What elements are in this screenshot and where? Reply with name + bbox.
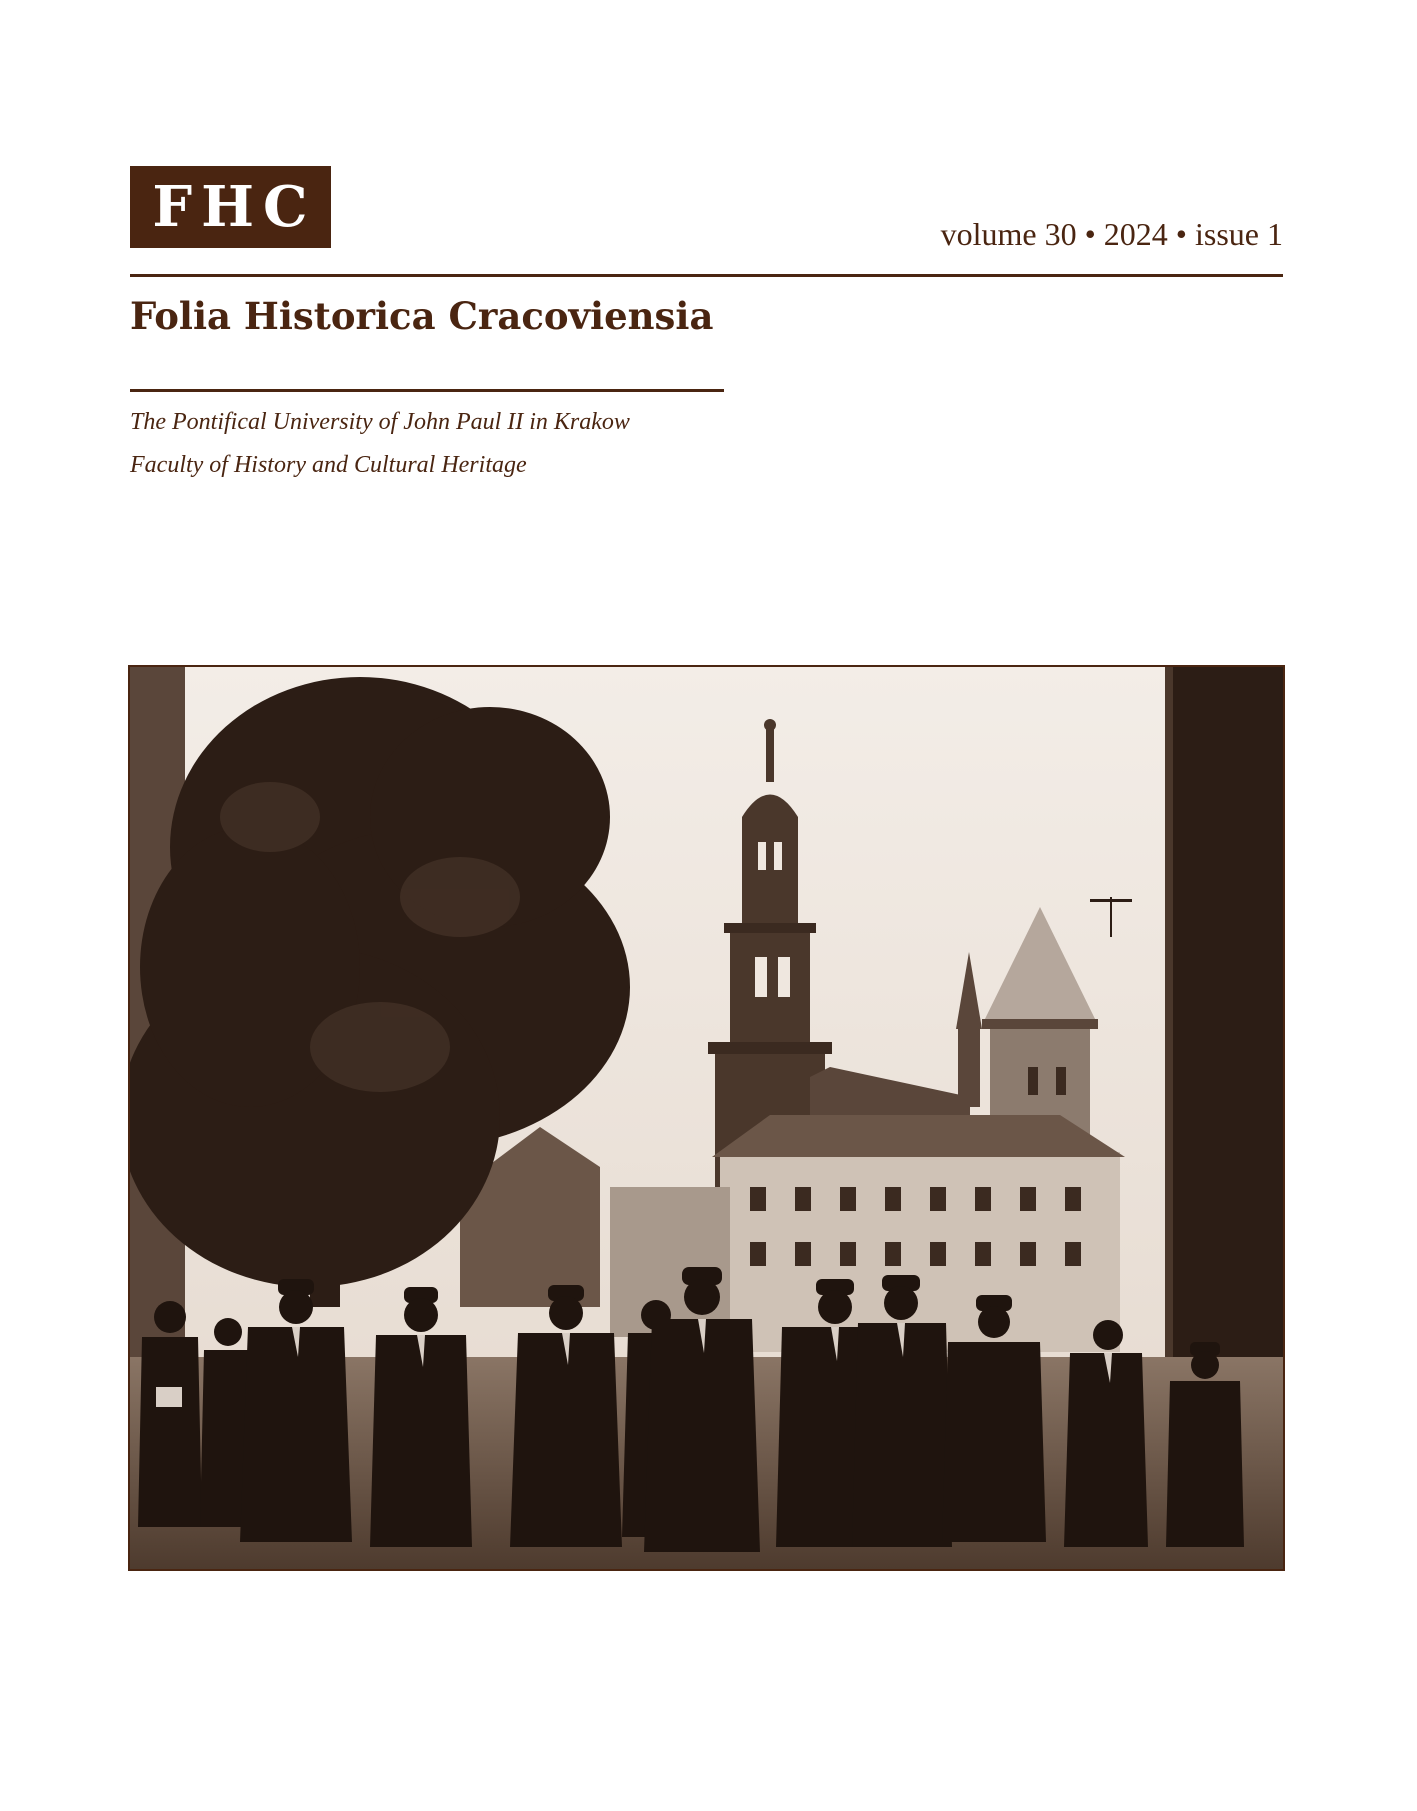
top-divider — [130, 274, 1283, 277]
affiliation-faculty: Faculty of History and Cultural Heritage — [130, 452, 527, 478]
palace-building — [712, 1115, 1125, 1352]
affiliation-university: The Pontifical University of John Paul II in Krakow — [130, 409, 630, 435]
cover-photograph — [128, 665, 1285, 1571]
journal-title: Folia Historica Cracoviensia — [130, 294, 714, 338]
title-divider — [130, 389, 724, 392]
journal-logo — [130, 166, 331, 248]
logo-text: FHC — [152, 174, 317, 240]
issue-info: volume 30 • 2024 • issue 1 — [940, 216, 1283, 252]
